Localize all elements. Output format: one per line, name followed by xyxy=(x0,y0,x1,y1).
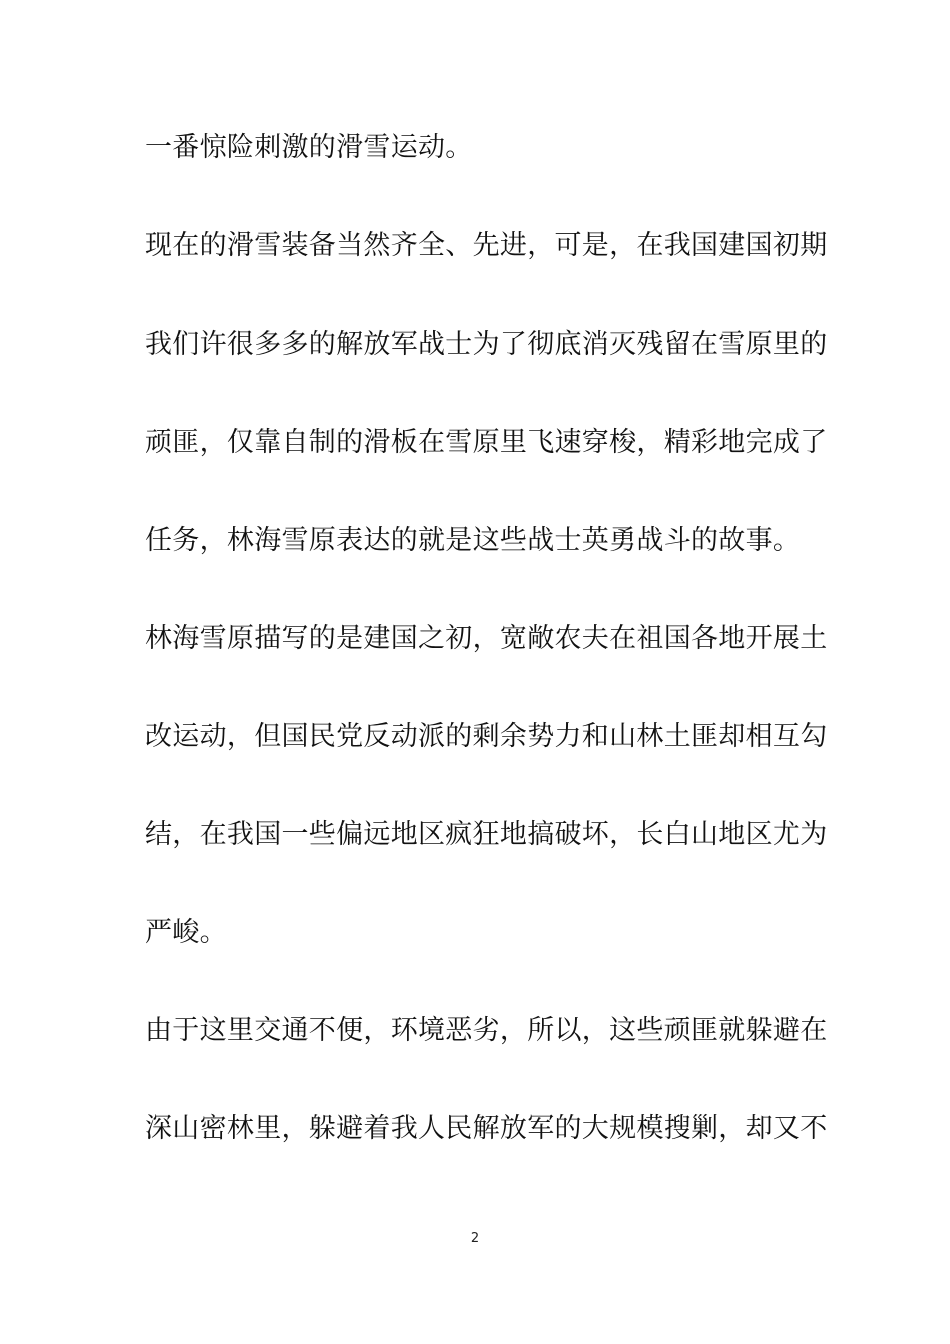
text-line: 严峻。 xyxy=(145,917,227,948)
page-number: 2 xyxy=(470,1231,480,1246)
text-line: 任务，林海雪原表达的就是这些战士英勇战斗的故事。 xyxy=(145,525,801,556)
text-line: 顽匪，仅靠自制的滑板在雪原里飞速穿梭，精彩地完成了 xyxy=(145,427,828,458)
text-line: 深山密林里，躲避着我人民解放军的大规模搜剿，却又不 xyxy=(145,1113,828,1144)
text-line: 一番惊险刺激的滑雪运动。 xyxy=(145,132,473,163)
text-line: 林海雪原描写的是建国之初，宽敞农夫在祖国各地开展土 xyxy=(145,623,828,654)
text-line: 结，在我国一些偏远地区疯狂地搞破坏，长白山地区尤为 xyxy=(145,819,828,850)
text-line: 现在的滑雪装备当然齐全、先进，可是，在我国建国初期 xyxy=(145,230,828,261)
text-line: 由于这里交通不便，环境恶劣，所以，这些顽匪就躲避在 xyxy=(145,1015,828,1046)
text-line: 改运动，但国民党反动派的剩余势力和山林土匪却相互勾 xyxy=(145,721,828,752)
text-line: 我们许很多多的解放军战士为了彻底消灭残留在雪原里的 xyxy=(145,329,828,360)
